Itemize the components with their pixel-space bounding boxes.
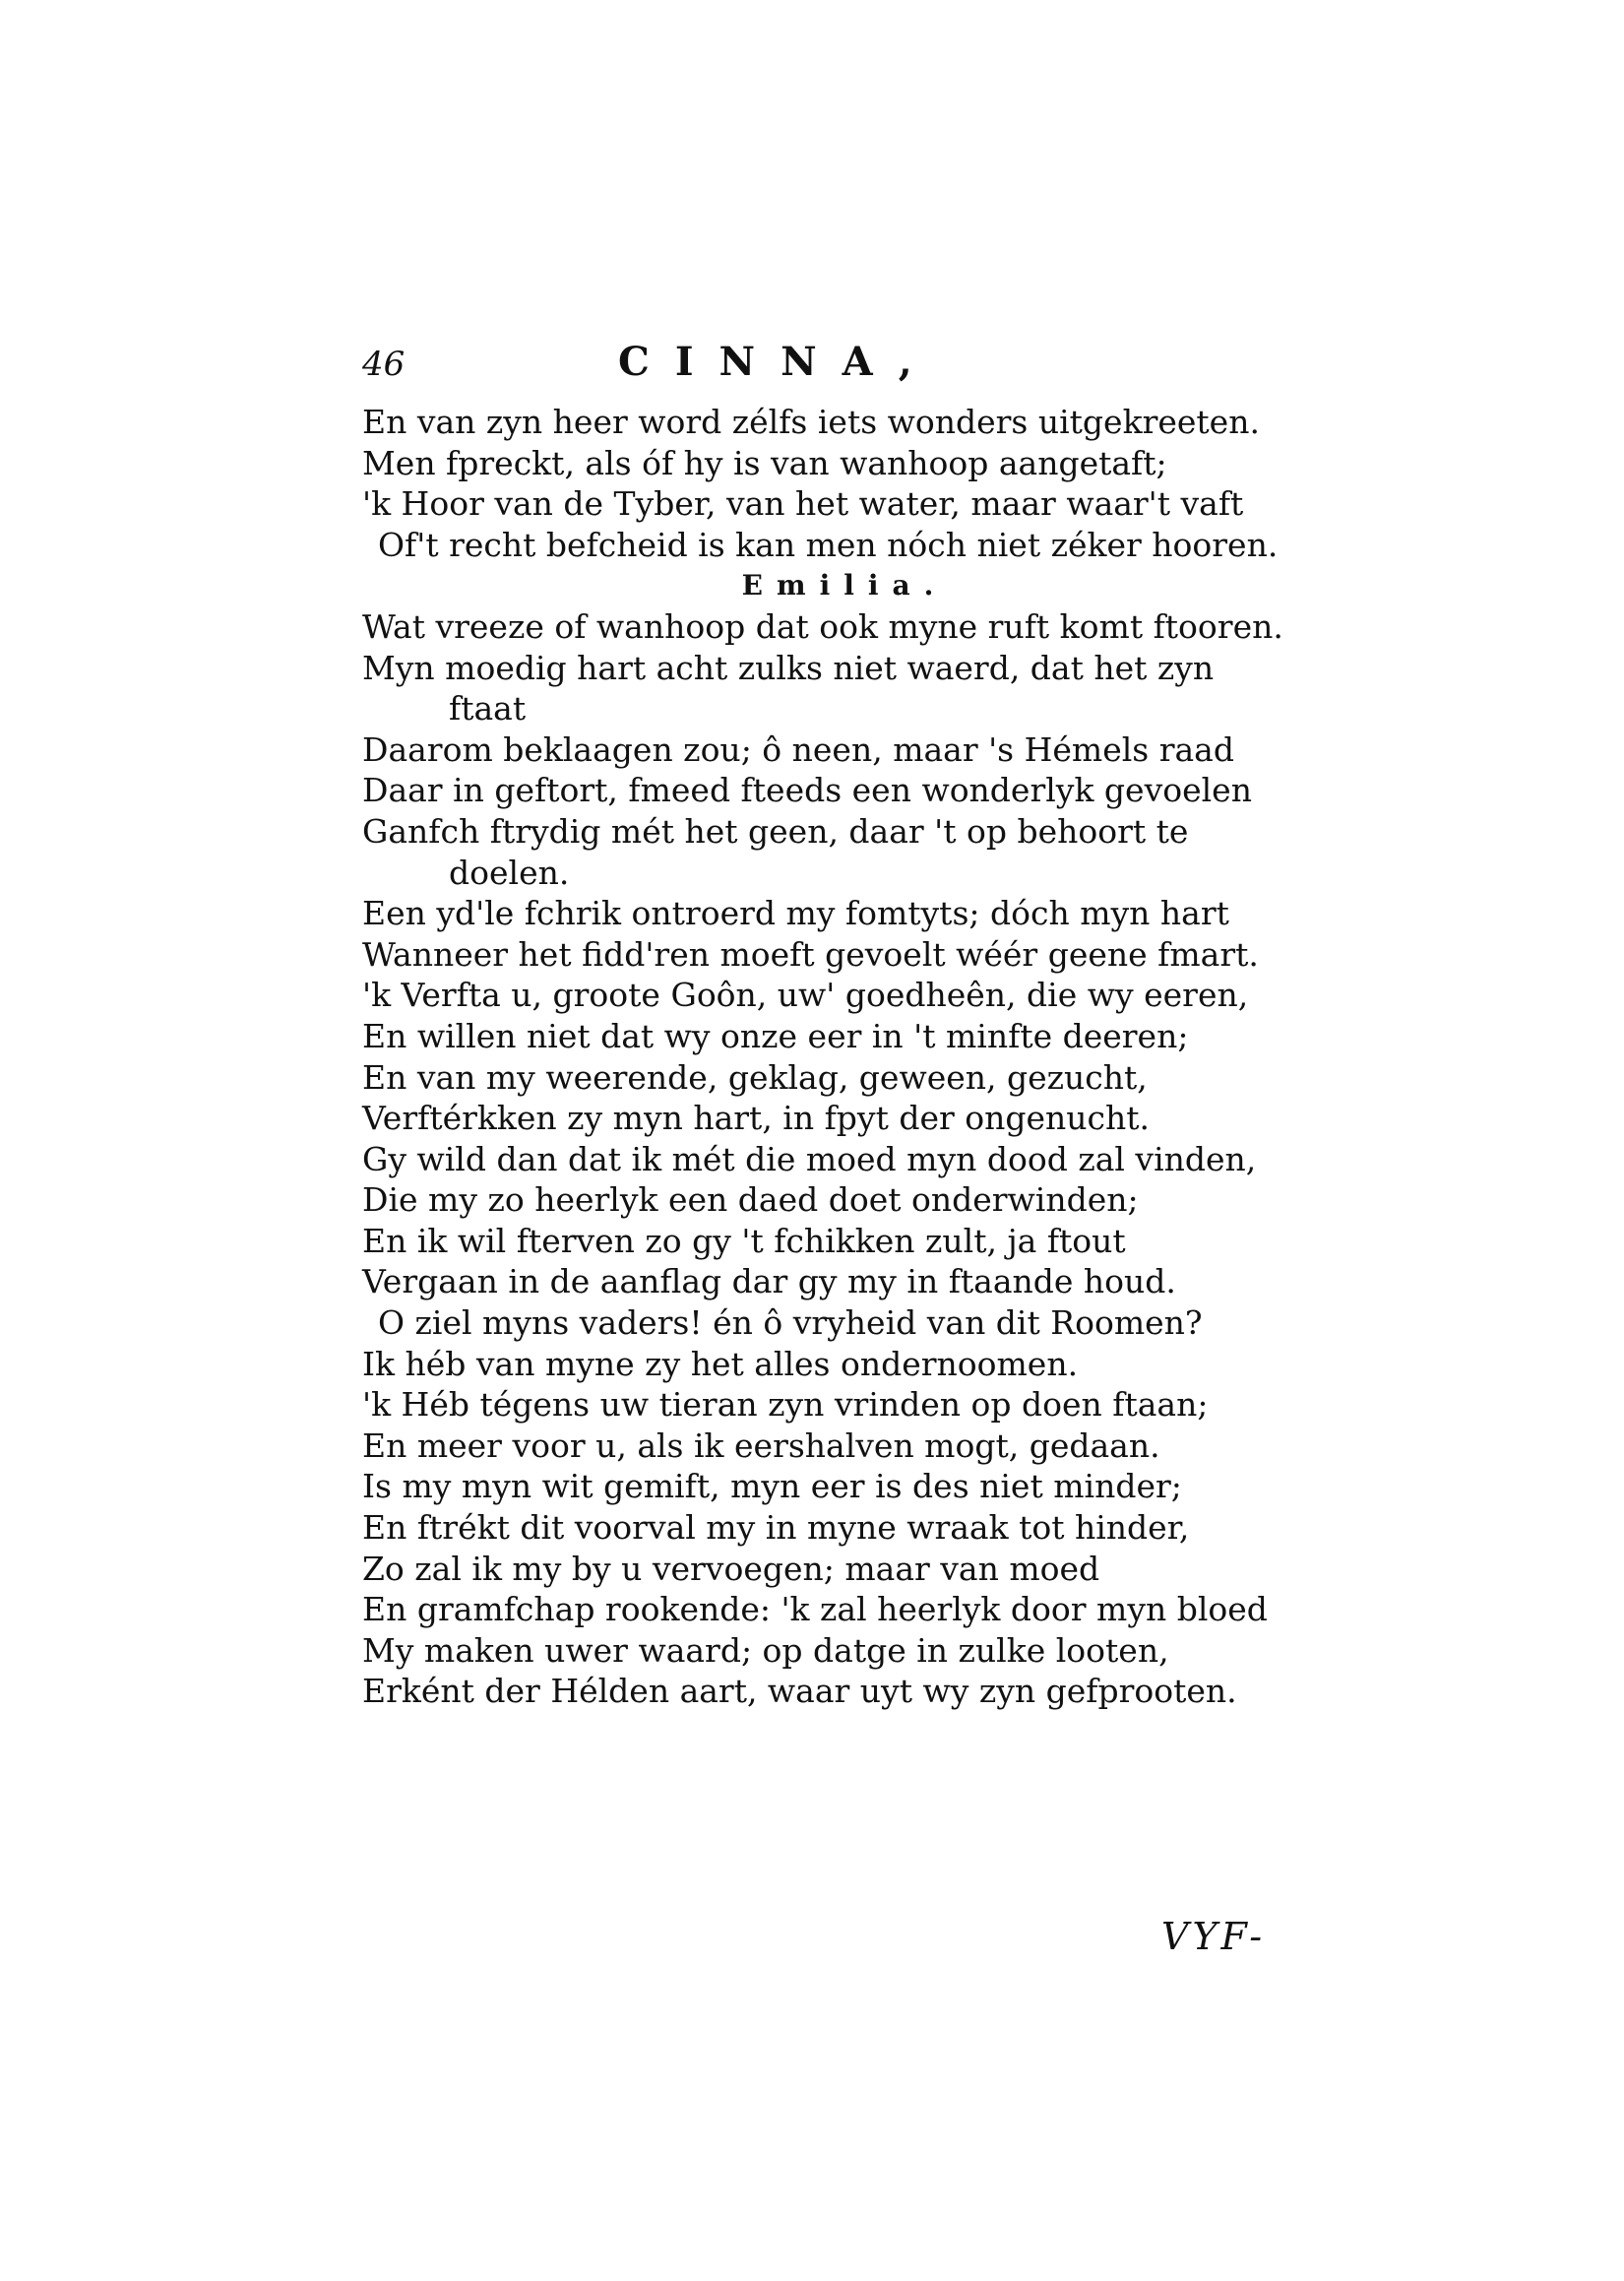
verse-line: Myn moedig hart acht zulks niet waerd, dat het zyn — [362, 648, 1215, 687]
speaker-name: Emilia. — [741, 569, 948, 602]
verse-line: Zo zal ik my by u vervoegen; maar van moed — [362, 1549, 1100, 1588]
verse-line: En ik wil fterven zo gy 't fchikken zult, ja ftout — [362, 1221, 1126, 1260]
verse-line: En van zyn heer word zélfs iets wonders uitgekreeten. — [362, 403, 1260, 441]
verse-line: Men fpreckt, als óf hy is van wanhoop aangetaft; — [362, 443, 1167, 482]
page-header — [362, 339, 1307, 404]
verse-line: Gy wild dan dat ik mét die moed myn dood zal vinden, — [362, 1139, 1257, 1178]
verse-line: Is my myn wit gemift, myn eer is des niet minder; — [362, 1467, 1182, 1506]
verse-line: En willen niet dat wy onze eer in 't minfte deeren; — [362, 1016, 1189, 1055]
verse-line: 'k Hoor van de Tyber, van het water, maar waar't vaft — [362, 484, 1244, 524]
verse-line: Verftérkken zy myn hart, in fpyt der ongenucht. — [362, 1099, 1151, 1138]
verse-line: Daarom beklaagen zou; ô neen, maar 's Hémels raad — [362, 729, 1234, 769]
verse-line: En gramfchap rookende: 'k zal heerlyk door myn bloed — [362, 1590, 1268, 1629]
verse-line: 'k Héb tégens uw tieran zyn vrinden op doen ftaan; — [362, 1385, 1209, 1425]
verse-line: Die my zo heerlyk een daed doet onderwinden; — [362, 1180, 1139, 1220]
verse-line: Wanneer het fidd'ren moeft gevoelt wéér geene fmart. — [362, 934, 1259, 974]
verse-line: En ftrékt dit voorval my in myne wraak tot hinder, — [362, 1508, 1190, 1548]
verse-line: Een yd'le fchrik ontroerd my fomtyts; dóch myn hart — [362, 894, 1229, 933]
verse-line: Wat vreeze of wanhoop dat ook myne ruft komt ftooren. — [362, 606, 1283, 646]
verse-line: Of't recht befcheid is kan men nóch niet zéker hooren. — [378, 525, 1279, 564]
verse-line: Erként der Hélden aart, waar uyt wy zyn gefprooten. — [362, 1672, 1237, 1711]
verse-text — [362, 402, 1307, 1712]
verse-line: 'k Verfta u, groote Goôn, uw' goedheên, die wy eeren, — [362, 976, 1249, 1015]
verse-line: En meer voor u, als ik eershalven mogt, gedaan. — [362, 1426, 1160, 1465]
verse-line-continuation: ftaat — [449, 689, 527, 729]
verse-line-continuation: doelen. — [449, 853, 570, 892]
verse-line: My maken uwer waard; op datge in zulke looten, — [362, 1630, 1169, 1670]
verse-line: O ziel myns vaders! én ô vryheid van dit Roomen? — [378, 1303, 1203, 1343]
verse-line: Vergaan in de aanflag dar gy my in ftaande houd. — [362, 1262, 1176, 1301]
verse-line: Ik héb van myne zy het alles ondernoomen. — [362, 1344, 1079, 1383]
catchword: VYF- — [1161, 1915, 1267, 1958]
running-title: CINNA, — [618, 339, 938, 385]
verse-line: En van my weerende, geklag, geween, gezucht, — [362, 1057, 1148, 1097]
page-number: 46 — [362, 345, 406, 384]
verse-line: Ganfch ftrydig mét het geen, daar 't op behoort te — [362, 811, 1189, 851]
verse-line: Daar in geftort, fmeed fteeds een wonderlyk gevoelen — [362, 771, 1252, 810]
